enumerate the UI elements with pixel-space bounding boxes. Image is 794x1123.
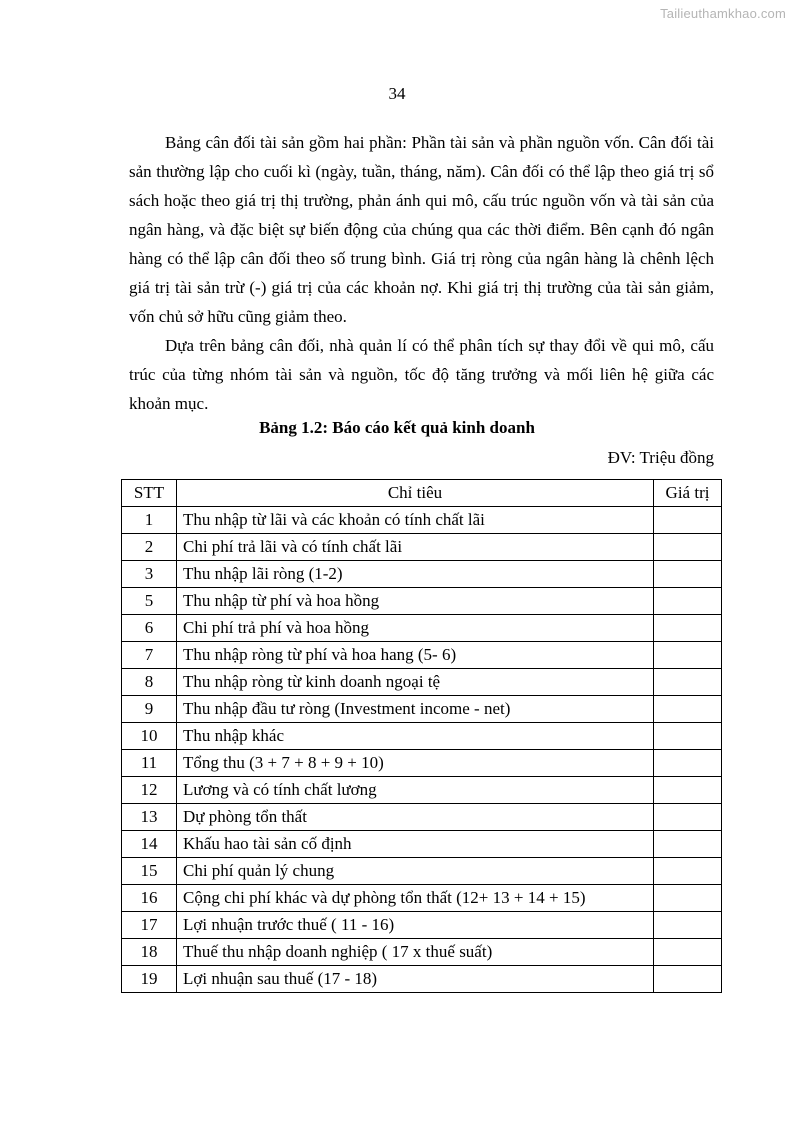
row-stt: 15 <box>122 858 177 885</box>
row-value <box>654 966 722 993</box>
body-text <box>129 128 714 418</box>
row-value <box>654 534 722 561</box>
row-indicator: Lợi nhuận sau thuế (17 - 18) <box>177 966 654 993</box>
row-stt: 2 <box>122 534 177 561</box>
row-stt: 8 <box>122 669 177 696</box>
row-value <box>654 507 722 534</box>
row-value <box>654 642 722 669</box>
row-stt: 7 <box>122 642 177 669</box>
row-indicator: Chi phí quản lý chung <box>177 858 654 885</box>
header-value: Giá trị <box>654 480 722 507</box>
row-indicator: Thu nhập ròng từ kinh doanh ngoại tệ <box>177 669 654 696</box>
table-row <box>122 507 722 534</box>
row-value <box>654 885 722 912</box>
table-row <box>122 696 722 723</box>
header-indicator: Chỉ tiêu <box>177 480 654 507</box>
row-indicator: Cộng chi phí khác và dự phòng tổn thất (12+ 13 + 14 + 15) <box>177 885 654 912</box>
row-value <box>654 858 722 885</box>
row-stt: 9 <box>122 696 177 723</box>
table-row <box>122 966 722 993</box>
row-value <box>654 696 722 723</box>
table-row <box>122 912 722 939</box>
row-indicator: Chi phí trả lãi và có tính chất lãi <box>177 534 654 561</box>
table-title: Bảng 1.2: Báo cáo kết quả kinh doanh <box>259 418 535 437</box>
row-indicator: Thu nhập lãi ròng (1-2) <box>177 561 654 588</box>
row-value <box>654 831 722 858</box>
row-stt: 17 <box>122 912 177 939</box>
row-value <box>654 723 722 750</box>
row-value <box>654 588 722 615</box>
income-statement-table <box>121 479 722 993</box>
table-row <box>122 804 722 831</box>
table-row <box>122 669 722 696</box>
table-header-row <box>122 480 722 507</box>
row-indicator: Thu nhập đầu tư ròng (Investment income - net) <box>177 696 654 723</box>
row-indicator: Chi phí trả phí và hoa hồng <box>177 615 654 642</box>
table-unit-note: ĐV: Triệu đồng <box>607 448 714 467</box>
row-stt: 12 <box>122 777 177 804</box>
row-stt: 10 <box>122 723 177 750</box>
row-indicator: Lợi nhuận trước thuế ( 11 - 16) <box>177 912 654 939</box>
row-value <box>654 939 722 966</box>
table-row <box>122 534 722 561</box>
table-row <box>122 615 722 642</box>
header-stt: STT <box>122 480 177 507</box>
row-stt: 14 <box>122 831 177 858</box>
row-indicator: Tổng thu (3 + 7 + 8 + 9 + 10) <box>177 750 654 777</box>
table-row <box>122 885 722 912</box>
table-row <box>122 939 722 966</box>
row-stt: 5 <box>122 588 177 615</box>
row-stt: 13 <box>122 804 177 831</box>
row-stt: 16 <box>122 885 177 912</box>
table-body <box>122 507 722 993</box>
row-indicator: Thuế thu nhập doanh nghiệp ( 17 x thuế suất) <box>177 939 654 966</box>
row-stt: 19 <box>122 966 177 993</box>
row-value <box>654 750 722 777</box>
table-row <box>122 642 722 669</box>
table-row <box>122 831 722 858</box>
watermark: Tailieuthamkhao.com <box>660 6 786 21</box>
row-indicator: Thu nhập khác <box>177 723 654 750</box>
row-stt: 6 <box>122 615 177 642</box>
table-row <box>122 750 722 777</box>
table-row <box>122 588 722 615</box>
row-indicator: Dự phòng tổn thất <box>177 804 654 831</box>
row-value <box>654 669 722 696</box>
row-indicator: Lương và có tính chất lương <box>177 777 654 804</box>
row-value <box>654 561 722 588</box>
paragraph-2: Dựa trên bảng cân đối, nhà quản lí có thể phân tích sự thay đổi về qui mô, cấu trúc của từng nhóm tài sản và nguồn, tốc độ tăng trưởng và mối liên hệ giữa các khoản mục. <box>129 336 714 413</box>
row-value <box>654 804 722 831</box>
row-stt: 11 <box>122 750 177 777</box>
row-indicator: Thu nhập ròng từ phí và hoa hang (5- 6) <box>177 642 654 669</box>
row-indicator: Thu nhập từ lãi và các khoản có tính chất lãi <box>177 507 654 534</box>
table-row <box>122 777 722 804</box>
row-indicator: Thu nhập từ phí và hoa hồng <box>177 588 654 615</box>
row-value <box>654 912 722 939</box>
row-stt: 18 <box>122 939 177 966</box>
table-row <box>122 561 722 588</box>
row-indicator: Khấu hao tài sản cố định <box>177 831 654 858</box>
paragraph-1: Bảng cân đối tài sản gồm hai phần: Phần tài sản và phần nguồn vốn. Cân đối tài sản thường lập cho cuối kì (ngày, tuần, tháng, năm). Cân đối có thể lập theo giá trị sổ sách hoặc theo giá trị thị trường, phản ánh qui mô, cấu trúc nguồn vốn và tài sản của ngân hàng, và đặc biệt sự biến động của chúng qua các thời điểm. Bên cạnh đó ngân hàng có thể lập cân đối theo số trung bình. Giá trị ròng của ngân hàng là chênh lệch giá trị tài sản trừ (-) giá trị của các khoản nợ. Khi giá trị thị trường của tài sản giảm, vốn chủ sở hữu cũng giảm theo. <box>129 133 714 326</box>
row-stt: 3 <box>122 561 177 588</box>
row-stt: 1 <box>122 507 177 534</box>
row-value <box>654 777 722 804</box>
table-row <box>122 723 722 750</box>
row-value <box>654 615 722 642</box>
table-row <box>122 858 722 885</box>
page-number: 34 <box>388 84 406 103</box>
